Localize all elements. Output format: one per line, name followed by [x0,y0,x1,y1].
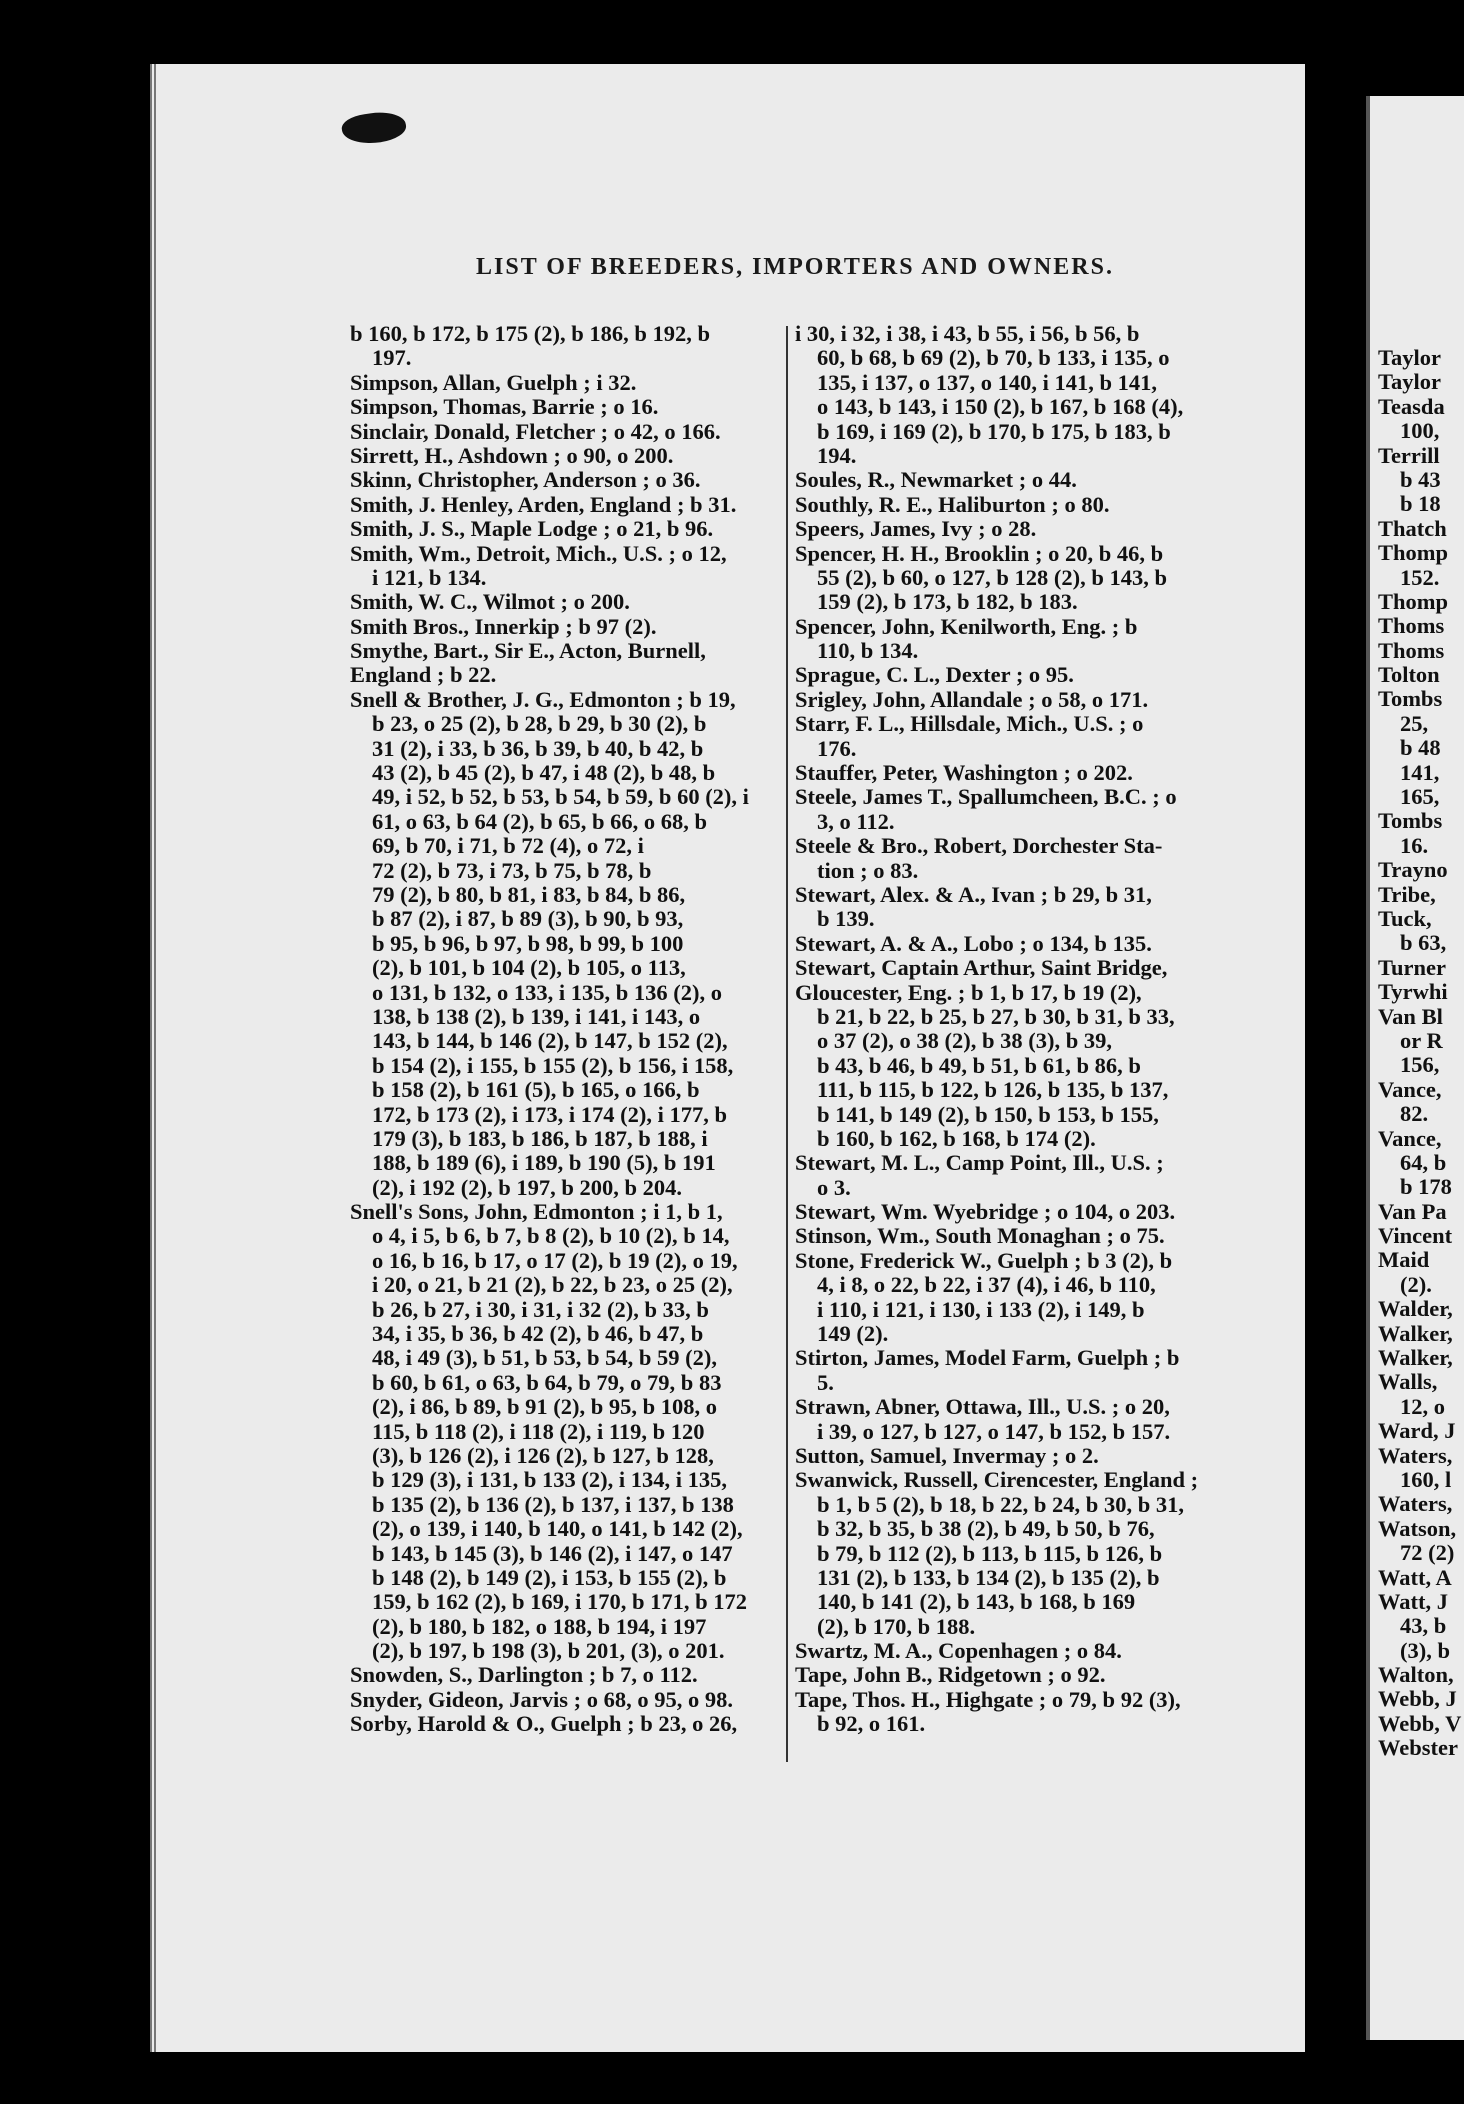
index-line: (2), o 139, i 140, b 140, o 141, b 142 (2), [372,1516,743,1542]
index-line: Starr, F. L., Hillsdale, Mich., U.S. ; o [795,711,1144,737]
index-line: Smith Bros., Innerkip ; b 97 (2). [350,613,657,639]
index-line: 4, i 8, o 22, b 22, i 37 (4), i 46, b 110, [817,1272,1156,1298]
index-line: 82. [1400,1101,1429,1127]
index-line: Southly, R. E., Haliburton ; o 80. [795,491,1110,517]
index-line: Spencer, John, Kenilworth, Eng. ; b [795,613,1138,639]
index-line: 16. [1400,832,1429,858]
index-line: 3, o 112. [817,808,895,834]
index-line: 69, b 70, i 71, b 72 (4), o 72, i [372,833,644,859]
index-line: 64, b [1400,1149,1447,1175]
index-line: Smith, Wm., Detroit, Mich., U.S. ; o 12, [350,540,727,566]
index-line: Walker, [1378,1320,1453,1346]
index-line: Skinn, Christopher, Anderson ; o 36. [350,467,701,493]
index-line: 55 (2), b 60, o 127, b 128 (2), b 143, b [817,564,1168,590]
index-line: Gloucester, Eng. ; b 1, b 17, b 19 (2), [795,979,1142,1005]
index-line: Taylor [1378,369,1441,395]
index-line: b 48 [1400,735,1441,761]
index-line: Trayno [1378,857,1448,883]
index-line: i 110, i 121, i 130, i 133 (2), i 149, b [817,1296,1145,1322]
index-line: Watson, [1378,1515,1457,1541]
index-line: o 3. [817,1174,851,1200]
index-line: b 63, [1400,930,1447,956]
index-line: Stirton, James, Model Farm, Guelph ; b [795,1345,1180,1371]
index-line: 72 (2), b 73, i 73, b 75, b 78, b [372,857,652,883]
index-line: Thoms [1378,637,1445,663]
index-line: Speers, James, Ivy ; o 28. [795,516,1037,542]
index-line: b 135 (2), b 136 (2), b 137, i 137, b 138 [372,1491,734,1517]
index-line: Waters, [1378,1491,1453,1517]
index-line: 159 (2), b 173, b 182, b 183. [817,589,1078,615]
index-line: 49, i 52, b 52, b 53, b 54, b 59, b 60 (2), i [372,784,749,810]
index-line: b 158 (2), b 161 (5), b 165, o 166, b [372,1077,700,1103]
index-line: i 39, o 127, b 127, o 147, b 152, b 157. [817,1418,1171,1444]
index-line: 156, [1400,1052,1440,1078]
index-line: Stewart, Wm. Wyebridge ; o 104, o 203. [795,1199,1176,1225]
left-column [350,322,790,1737]
index-line: 100, [1400,418,1440,444]
index-line: 179 (3), b 183, b 186, b 187, b 188, i [372,1125,708,1151]
running-head: LIST OF BREEDERS, IMPORTERS AND OWNERS. [476,254,1114,280]
index-line: 194. [817,442,857,468]
index-line: Srigley, John, Allandale ; o 58, o 171. [795,686,1149,712]
index-line: Walton, [1378,1662,1454,1688]
index-line: Swartz, M. A., Copenhagen ; o 84. [795,1638,1122,1664]
right-column [795,322,1235,1737]
index-line: Tombs [1378,808,1443,834]
index-line: 159, b 162 (2), b 169, i 170, b 171, b 172 [372,1589,748,1615]
index-line: England ; b 22. [350,662,497,688]
index-line: 111, b 115, b 122, b 126, b 135, b 137, [817,1077,1169,1103]
index-line: Stauffer, Peter, Washington ; o 202. [795,760,1133,786]
index-line: Tape, John B., Ridgetown ; o 92. [795,1662,1106,1688]
index-line: Van Bl [1378,1003,1443,1029]
index-line: Tape, Thos. H., Highgate ; o 79, b 92 (3), [795,1686,1181,1712]
index-line: b 148 (2), b 149 (2), i 153, b 155 (2), b [372,1564,727,1590]
index-line: o 4, i 5, b 6, b 7, b 8 (2), b 10 (2), b 14, [372,1223,730,1249]
index-line: b 92, o 161. [817,1711,926,1737]
index-line: i 121, b 134. [372,564,487,590]
index-line: b 154 (2), i 155, b 155 (2), b 156, i 158, [372,1052,734,1078]
index-line: (3), b [1400,1637,1450,1663]
index-line: Steele & Bro., Robert, Dorchester Sta- [795,833,1163,859]
index-line: Sutton, Samuel, Invermay ; o 2. [795,1442,1099,1468]
index-line: Teasda [1378,393,1445,419]
index-line: Vincent [1378,1223,1453,1249]
index-line: 61, o 63, b 64 (2), b 65, b 66, o 68, b [372,808,708,834]
index-line: Vance, [1378,1125,1442,1151]
index-line: 143, b 144, b 146 (2), b 147, b 152 (2), [372,1028,728,1054]
facing-page [1366,96,1464,2040]
index-line: o 16, b 16, b 17, o 17 (2), b 19 (2), o 19, [372,1247,738,1273]
index-line: or R [1400,1027,1443,1053]
index-line: Thoms [1378,613,1445,639]
index-line: b 95, b 96, b 97, b 98, b 99, b 100 [372,930,684,956]
index-line: Webb, J [1378,1686,1457,1712]
index-line: Waters, [1378,1442,1453,1468]
index-line: b 23, o 25 (2), b 28, b 29, b 30 (2), b [372,711,707,737]
index-line: b 143, b 145 (3), b 146 (2), i 147, o 147 [372,1540,733,1566]
index-line: Strawn, Abner, Ottawa, Ill., U.S. ; o 20, [795,1394,1170,1420]
index-line: Sinclair, Donald, Fletcher ; o 42, o 166. [350,418,721,444]
index-line: Turner [1378,954,1446,980]
index-line: i 20, o 21, b 21 (2), b 22, b 23, o 25 (2), [372,1272,733,1298]
index-line: Snyder, Gideon, Jarvis ; o 68, o 95, o 98. [350,1686,733,1712]
column-rule [786,326,788,1762]
index-line: Sprague, C. L., Dexter ; o 95. [795,662,1074,688]
index-line: 131 (2), b 133, b 134 (2), b 135 (2), b [817,1564,1160,1590]
index-line: Webster [1378,1735,1458,1761]
index-line: 34, i 35, b 36, b 42 (2), b 46, b 47, b [372,1321,704,1347]
index-line: b 160, b 162, b 168, b 174 (2). [817,1125,1096,1151]
index-line: Sorby, Harold & O., Guelph ; b 23, o 26, [350,1711,738,1737]
index-line: (3), b 126 (2), i 126 (2), b 127, b 128, [372,1442,714,1468]
index-line: Simpson, Thomas, Barrie ; o 16. [350,394,659,420]
index-line: 152. [1400,564,1440,590]
index-line: Simpson, Allan, Guelph ; i 32. [350,369,637,395]
index-line: Smith, W. C., Wilmot ; o 200. [350,589,630,615]
index-line: Smith, J. S., Maple Lodge ; o 21, b 96. [350,516,714,542]
index-line: 172, b 173 (2), i 173, i 174 (2), i 177, b [372,1101,728,1127]
index-line: (2), b 197, b 198 (3), b 201, (3), o 201. [372,1638,725,1664]
index-line: 141, [1400,759,1440,785]
index-line: Taylor [1378,345,1441,370]
index-line: Swanwick, Russell, Cirencester, England ; [795,1467,1199,1493]
index-line: Sirrett, H., Ashdown ; o 90, o 200. [350,442,674,468]
index-line: b 1, b 5 (2), b 18, b 22, b 24, b 30, b 31, [817,1491,1184,1517]
index-line: Webb, V [1378,1710,1462,1736]
index-line: 31 (2), i 33, b 36, b 39, b 40, b 42, b [372,735,704,761]
index-line: b 43, b 46, b 49, b 51, b 61, b 86, b [817,1052,1141,1078]
index-line: Tuck, [1378,905,1432,931]
index-line: 43 (2), b 45 (2), b 47, i 48 (2), b 48, b [372,760,716,786]
index-line: 72 (2) [1400,1540,1455,1566]
index-line: Smythe, Bart., Sir E., Acton, Burnell, [350,638,706,664]
index-line: Watt, A [1378,1564,1452,1590]
index-line: (2), b 180, b 182, o 188, b 194, i 197 [372,1613,707,1639]
index-line: Snowden, S., Darlington ; b 7, o 112. [350,1662,698,1688]
index-line: Ward, J [1378,1418,1456,1444]
index-line: Steele, James T., Spallumcheen, B.C. ; o [795,784,1177,810]
index-line: Smith, J. Henley, Arden, England ; b 31. [350,491,737,517]
index-line: 165, [1400,784,1440,810]
index-line: Stewart, Alex. & A., Ivan ; b 29, b 31, [795,881,1152,907]
index-line: Stinson, Wm., South Monaghan ; o 75. [795,1223,1165,1249]
index-line: b 178 [1400,1174,1452,1200]
index-line: Walder, [1378,1296,1453,1322]
index-line: Stone, Frederick W., Guelph ; b 3 (2), b [795,1247,1173,1273]
index-line: b 139. [817,906,875,932]
index-line: 176. [817,735,857,761]
index-line: (2), i 86, b 89, b 91 (2), b 95, b 108, o [372,1394,718,1420]
index-line: (2), i 192 (2), b 197, b 200, b 204. [372,1174,683,1200]
index-line: Spencer, H. H., Brooklin ; o 20, b 46, b [795,540,1164,566]
index-line: 160, l [1400,1466,1452,1492]
index-line: Snell & Brother, J. G., Edmonton ; b 19, [350,686,736,712]
index-line: b 129 (3), i 131, b 133 (2), i 134, i 135, [372,1467,728,1493]
index-line: Vance, [1378,1076,1442,1102]
index-line: o 37 (2), o 38 (2), b 38 (3), b 39, [817,1028,1112,1054]
index-line: (2), b 170, b 188. [817,1613,976,1639]
index-line: b 60, b 61, o 63, b 64, b 79, o 79, b 83 [372,1369,722,1395]
index-line: b 87 (2), i 87, b 89 (3), b 90, b 93, [372,906,684,932]
index-line: b 79, b 112 (2), b 113, b 115, b 126, b [817,1540,1163,1566]
index-line: 149 (2). [817,1321,889,1347]
index-line: b 160, b 172, b 175 (2), b 186, b 192, b [350,321,711,346]
index-line: Thomp [1378,588,1449,614]
index-line: Snell's Sons, John, Edmonton ; i 1, b 1, [350,1199,723,1225]
index-line: b 43 [1400,466,1441,492]
index-line: b 32, b 35, b 38 (2), b 49, b 50, b 76, [817,1516,1155,1542]
index-line: 60, b 68, b 69 (2), b 70, b 133, i 135, o [817,345,1170,371]
index-line: Walker, [1378,1345,1453,1371]
index-line: Van Pa [1378,1198,1447,1224]
index-line: 197. [372,345,412,371]
index-line: 138, b 138 (2), b 139, i 141, i 143, o [372,1003,701,1029]
index-line: Thomp [1378,540,1449,566]
index-line: o 143, b 143, i 150 (2), b 167, b 168 (4), [817,394,1184,420]
index-line: 48, i 49 (3), b 51, b 53, b 54, b 59 (2), [372,1345,718,1371]
index-line: Stewart, M. L., Camp Point, Ill., U.S. ; [795,1150,1164,1176]
index-line: 79 (2), b 80, b 81, i 83, b 84, b 86, [372,881,686,907]
index-line: o 131, b 132, o 133, i 135, b 136 (2), o [372,979,723,1005]
index-line: 188, b 189 (6), i 189, b 190 (5), b 191 [372,1150,716,1176]
index-line: 110, b 134. [817,638,919,664]
index-line: i 30, i 32, i 38, i 43, b 55, i 56, b 56, b [795,321,1140,346]
index-line: Tyrwhi [1378,979,1448,1005]
index-line: Thatch [1378,515,1447,541]
index-line: Watt, J [1378,1588,1448,1614]
index-line: Tribe, [1378,881,1436,907]
index-line: b 26, b 27, i 30, i 31, i 32 (2), b 33, b [372,1296,709,1322]
index-line: 135, i 137, o 137, o 140, i 141, b 141, [817,369,1158,395]
index-line: b 21, b 22, b 25, b 27, b 30, b 31, b 33, [817,1003,1175,1029]
index-line: 43, b [1400,1613,1447,1639]
index-line: Terrill [1378,442,1440,468]
index-line: Walls, [1378,1369,1438,1395]
index-line: tion ; o 83. [817,857,919,883]
index-line: Tombs [1378,686,1443,712]
index-line: 12, o [1400,1393,1445,1419]
index-line: 115, b 118 (2), i 118 (2), i 119, b 120 [372,1418,705,1444]
index-line: Maid [1378,1247,1430,1273]
index-line: 25, [1400,710,1429,736]
index-line: (2), b 101, b 104 (2), b 105, o 113, [372,955,686,981]
index-line: Tolton [1378,662,1440,688]
index-line: Stewart, Captain Arthur, Saint Bridge, [795,955,1168,981]
index-line: 5. [817,1369,834,1395]
far-right-column [1378,346,1464,1761]
index-line: Soules, R., Newmarket ; o 44. [795,467,1077,493]
index-line: (2). [1400,1271,1432,1297]
index-line: b 169, i 169 (2), b 170, b 175, b 183, b [817,418,1171,444]
index-line: Stewart, A. & A., Lobo ; o 134, b 135. [795,930,1152,956]
index-line: 140, b 141 (2), b 143, b 168, b 169 [817,1589,1136,1615]
index-line: b 141, b 149 (2), b 150, b 153, b 155, [817,1101,1159,1127]
index-line: b 18 [1400,491,1441,517]
